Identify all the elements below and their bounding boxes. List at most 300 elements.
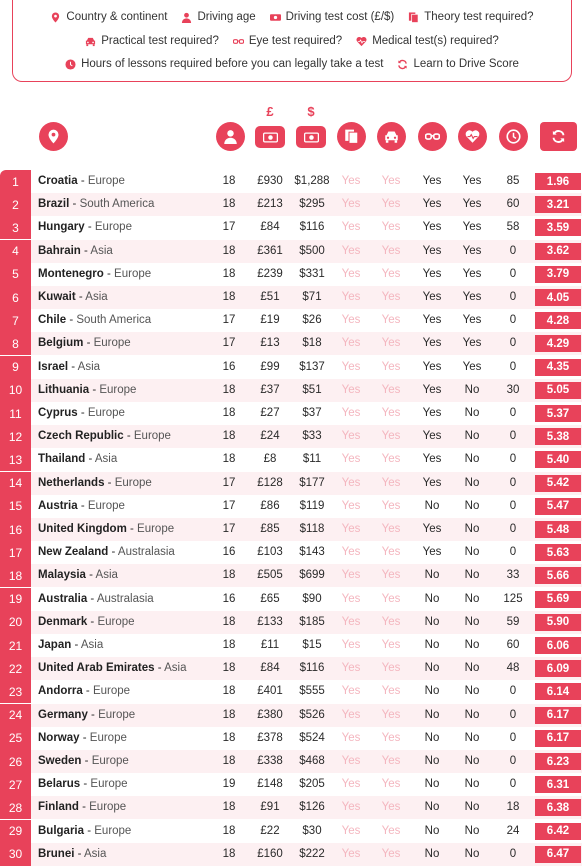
country-name: Sweden [38,755,82,767]
cost-usd-cell: $526 [299,708,325,721]
medical-cell: Yes [462,244,482,257]
eye-cell: Yes [422,523,442,535]
header-theory-icon [337,122,366,151]
score-badge: 6.09 [535,660,581,677]
age-cell: 18 [222,639,236,651]
country-name: Germany [38,708,88,721]
medical-cell: No [464,592,480,605]
theory-cell: Yes [341,755,361,767]
eye-cell: Yes [422,175,442,187]
cost-gbp-cell: £401 [257,685,283,698]
cost-gbp-cell: £361 [257,244,283,257]
eye-cell: Yes [422,291,442,303]
score-badge: 5.38 [535,428,581,445]
rank-cell: 3 [0,216,31,239]
score-badge: 6.06 [535,637,581,654]
country-cell: New Zealand - Australasia [38,546,175,559]
theory-cell: Yes [341,198,361,211]
eye-cell: No [424,755,440,767]
country-cell: Hungary - Europe [38,221,132,234]
medical-cell: Yes [462,314,482,327]
hours-cell: 59 [506,615,520,628]
theory-cell: Yes [341,221,361,234]
hours-cell: 0 [509,499,517,512]
medical-cell: No [464,499,480,512]
practical-cell: Yes [381,291,401,303]
practical-cell: Yes [381,801,401,814]
medical-cell: Yes [462,175,482,187]
legend-practical: Practical test required? [85,35,219,47]
hours-cell: 0 [509,430,517,443]
cost-usd-cell: $500 [299,244,325,257]
table-row [0,704,582,727]
score-badge: 6.31 [535,776,581,793]
legend-age: Driving age [181,11,255,23]
country-name: Hungary [38,221,85,234]
cost-usd-cell: $15 [302,639,322,651]
glasses-icon [425,129,440,144]
rank-cell: 2 [0,193,31,216]
continent-name: Europe [90,778,128,791]
theory-cell: Yes [341,847,361,860]
person-icon [223,129,238,144]
continent-name: Australasia [96,592,154,605]
hours-cell: 0 [509,523,517,535]
practical-cell: Yes [381,453,401,466]
practical-cell: Yes [381,221,401,234]
continent-name: Europe [114,267,152,280]
country-name: Cyprus [38,407,78,419]
hours-cell: 60 [506,198,520,211]
cost-usd-cell: $205 [299,778,325,791]
practical-cell: Yes [381,244,401,257]
table-row [0,216,582,239]
legend-medical: Medical test(s) required? [356,35,499,47]
rank-cell: 8 [0,332,31,355]
country-cell: Czech Republic - Europe [38,430,171,443]
medical-cell: No [464,546,480,559]
clock-icon [506,129,521,144]
theory-cell: Yes [341,824,361,837]
theory-cell: Yes [341,685,361,698]
eye-cell: No [424,708,440,721]
rank-cell: 30 [0,843,31,866]
age-cell: 18 [222,430,236,443]
score-badge: 5.47 [535,498,581,515]
theory-cell: Yes [341,708,361,721]
hours-cell: 0 [509,778,517,791]
continent-name: Asia [85,291,108,303]
continent-name: Europe [94,221,132,234]
cost-gbp-cell: £239 [257,267,283,280]
map-pin-icon [46,129,61,144]
legend-cost: Driving test cost (£/$) [270,11,395,23]
eye-cell: No [424,731,440,744]
practical-cell: Yes [381,615,401,628]
country-name: United Kingdom [38,523,127,535]
medical-cell: No [464,639,480,651]
continent-name: Europe [133,430,171,443]
header-gbp-symbol: £ [266,104,274,119]
cost-usd-cell: $33 [302,430,322,443]
practical-cell: Yes [381,383,401,396]
header-country-icon [39,122,68,151]
country-cell: Thailand - Asia [38,453,118,466]
theory-cell: Yes [341,499,361,512]
country-cell: Bulgaria - Europe [38,824,132,837]
continent-name: Asia [84,847,107,860]
medical-cell: Yes [462,267,482,280]
rank-cell: 12 [0,425,31,448]
score-badge: 5.69 [535,591,581,608]
theory-cell: Yes [341,639,361,651]
hours-cell: 125 [503,592,523,605]
score-badge: 1.96 [535,173,581,190]
age-cell: 18 [222,569,236,582]
rank-cell: 4 [0,240,31,263]
continent-name: Europe [87,175,125,187]
continent-name: Europe [87,499,125,512]
country-name: Israel [38,360,69,373]
score-badge: 4.29 [535,335,581,352]
table-row [0,634,582,657]
header-hours-icon [499,122,528,151]
cost-usd-cell: $222 [299,847,325,860]
theory-cell: Yes [341,337,361,350]
cost-usd-cell: $90 [302,592,322,605]
heart-pulse-icon [465,129,480,144]
score-badge: 5.66 [535,567,581,584]
eye-cell: No [424,824,440,837]
score-badge: 5.05 [535,382,581,399]
age-cell: 18 [222,847,236,860]
continent-name: Asia [94,453,118,466]
continent-name: South America [79,198,155,211]
country-cell: Japan - Asia [38,639,104,651]
cost-usd-cell: $555 [299,685,325,698]
hours-cell: 0 [509,685,517,698]
age-cell: 18 [222,407,236,419]
hours-cell: 33 [506,569,520,582]
banknote-icon [263,130,278,145]
theory-cell: Yes [341,267,361,280]
cost-gbp-cell: £505 [257,569,283,582]
table-row [0,680,582,703]
cost-gbp-cell: £103 [257,546,283,559]
country-cell: Lithuania - Europe [38,383,137,396]
eye-cell: Yes [422,453,442,466]
practical-cell: Yes [381,175,401,187]
country-cell: United Arab Emirates - Asia [38,662,187,675]
legend-hours: Hours of lessons required before you can legally take a test [65,58,383,70]
country-cell: Cyprus - Europe [38,407,125,419]
age-cell: 17 [222,221,236,234]
table-row [0,472,582,495]
theory-cell: Yes [341,291,361,303]
hours-cell: 48 [506,662,520,675]
table-row [0,379,582,402]
age-cell: 18 [222,175,236,187]
practical-cell: Yes [381,267,401,280]
country-name: Thailand [38,453,86,466]
theory-cell: Yes [341,801,361,814]
continent-name: South America [76,314,152,327]
medical-cell: No [464,731,480,744]
score-badge: 5.90 [535,614,581,631]
continent-name: Europe [98,708,136,721]
practical-cell: Yes [381,824,401,837]
practical-cell: Yes [381,360,401,373]
cost-gbp-cell: £133 [257,615,283,628]
header-practical-icon [377,122,406,151]
rank-cell: 11 [0,402,31,425]
rank-cell: 22 [0,657,31,680]
cost-usd-cell: $71 [302,291,322,303]
practical-cell: Yes [381,592,401,605]
table-row [0,170,582,193]
cost-gbp-cell: £84 [260,662,280,675]
cost-usd-cell: $116 [299,662,325,675]
age-cell: 18 [222,267,236,280]
rank-cell: 29 [0,820,31,843]
score-badge: 4.35 [535,359,581,376]
medical-cell: Yes [462,360,482,373]
theory-cell: Yes [341,592,361,605]
table-row [0,193,582,216]
table-row [0,727,582,750]
continent-name: Europe [94,824,132,837]
continent-name: Asia [90,244,113,257]
age-cell: 17 [222,523,236,535]
map-pin-icon [50,12,61,23]
country-cell: Montenegro - Europe [38,267,152,280]
eye-cell: Yes [422,267,442,280]
banknote-icon [270,12,281,23]
practical-cell: Yes [381,476,401,489]
eye-cell: No [424,592,440,605]
cost-gbp-cell: £8 [263,453,277,466]
continent-name: Europe [87,407,125,419]
cost-usd-cell: $126 [299,801,325,814]
score-badge: 5.42 [535,475,581,492]
eye-cell: Yes [422,198,442,211]
hours-cell: 0 [509,453,517,466]
banknote-icon [304,130,319,145]
continent-name: Asia [80,639,104,651]
eye-cell: Yes [422,430,442,443]
score-badge: 6.38 [535,799,581,816]
score-badge: 6.47 [535,846,581,863]
country-name: Belarus [38,778,81,791]
country-cell: United Kingdom - Europe [38,523,175,535]
hours-cell: 0 [509,731,517,744]
cost-gbp-cell: £51 [260,291,280,303]
theory-cell: Yes [341,523,361,535]
country-name: Finland [38,801,79,814]
practical-cell: Yes [381,847,401,860]
country-name: Czech Republic [38,430,124,443]
age-cell: 17 [222,337,236,350]
country-cell: Finland - Europe [38,801,127,814]
score-badge: 5.37 [535,405,581,422]
rank-cell: 18 [0,564,31,587]
theory-cell: Yes [341,662,361,675]
cost-usd-cell: $137 [299,360,325,373]
score-badge: 3.59 [535,219,581,236]
medical-cell: No [464,824,480,837]
table-row [0,240,582,263]
hours-cell: 58 [506,221,520,234]
age-cell: 18 [222,801,236,814]
rank-cell: 26 [0,750,31,773]
country-name: Chile [38,314,67,327]
eye-cell: Yes [422,337,442,350]
eye-cell: No [424,801,440,814]
rank-cell: 19 [0,588,31,611]
country-name: Montenegro [38,267,104,280]
cost-usd-cell: $18 [302,337,322,350]
country-name: Austria [38,499,78,512]
age-cell: 18 [222,708,236,721]
continent-name: Europe [97,615,135,628]
hours-cell: 60 [506,639,520,651]
table-row [0,309,582,332]
refresh-icon [551,129,566,144]
cost-gbp-cell: £930 [257,175,283,187]
table-row [0,773,582,796]
continent-name: Europe [99,383,137,396]
cost-usd-cell: $185 [299,615,325,628]
medical-cell: No [464,430,480,443]
continent-name: Asia [95,569,118,582]
country-cell: Andorra - Europe [38,685,131,698]
medical-cell: Yes [462,291,482,303]
documents-icon [408,12,419,23]
cost-usd-cell: $26 [302,314,322,327]
cost-gbp-cell: £213 [257,198,283,211]
table-row [0,356,582,379]
medical-cell: No [464,801,480,814]
table-row [0,425,582,448]
cost-gbp-cell: £85 [260,523,280,535]
medical-cell: No [464,708,480,721]
continent-name: Asia [164,662,187,675]
country-name: Lithuania [38,383,90,396]
rank-cell: 23 [0,680,31,703]
car-icon [85,36,96,47]
practical-cell: Yes [381,662,401,675]
medical-cell: No [464,755,480,767]
medical-cell: No [464,662,480,675]
cost-usd-cell: $119 [299,499,325,512]
practical-cell: Yes [381,198,401,211]
cost-gbp-cell: £24 [260,430,280,443]
cost-gbp-cell: £338 [257,755,283,767]
hours-cell: 0 [509,314,517,327]
table-row [0,495,582,518]
hours-cell: 0 [509,291,517,303]
age-cell: 18 [222,731,236,744]
eye-cell: Yes [422,221,442,234]
continent-name: Europe [91,755,129,767]
score-badge: 6.23 [535,753,581,770]
country-cell: Chile - South America [38,314,152,327]
cost-gbp-cell: £91 [260,801,280,814]
rank-cell: 17 [0,541,31,564]
practical-cell: Yes [381,546,401,559]
rank-cell: 20 [0,611,31,634]
table-row [0,286,582,309]
medical-cell: No [464,453,480,466]
cost-gbp-cell: £148 [257,778,283,791]
medical-cell: Yes [462,198,482,211]
rank-cell: 14 [0,472,31,495]
theory-cell: Yes [341,360,361,373]
table-row [0,750,582,773]
hours-cell: 0 [509,755,517,767]
country-cell: Germany - Europe [38,708,136,721]
rank-cell: 6 [0,286,31,309]
cost-gbp-cell: £84 [260,221,280,234]
cost-gbp-cell: £11 [260,639,280,651]
legend-score: Learn to Drive Score [397,58,518,70]
documents-icon [344,129,359,144]
rank-cell: 9 [0,356,31,379]
hours-cell: 0 [509,546,517,559]
country-name: Belgium [38,337,84,350]
country-cell: Brunei - Asia [38,847,107,860]
country-cell: Sweden - Europe [38,755,129,767]
cost-usd-cell: $699 [299,569,325,582]
country-name: Denmark [38,615,88,628]
cost-usd-cell: $37 [302,407,322,419]
age-cell: 18 [222,755,236,767]
continent-name: Australasia [117,546,175,559]
cost-gbp-cell: £37 [260,383,280,396]
score-badge: 5.63 [535,544,581,561]
country-name: Norway [38,731,80,744]
medical-cell: Yes [462,337,482,350]
country-name: Bahrain [38,244,81,257]
theory-cell: Yes [341,430,361,443]
age-cell: 18 [222,291,236,303]
country-name: Australia [38,592,88,605]
practical-cell: Yes [381,430,401,443]
cost-gbp-cell: £99 [260,360,280,373]
cost-usd-cell: $116 [299,221,325,234]
country-name: Japan [38,639,72,651]
country-name: United Arab Emirates [38,662,155,675]
medical-cell: No [464,778,480,791]
hours-cell: 30 [506,383,520,396]
practical-cell: Yes [381,731,401,744]
country-name: Brazil [38,198,70,211]
age-cell: 16 [222,360,236,373]
hours-cell: 85 [506,175,520,187]
hours-cell: 24 [506,824,520,837]
eye-cell: No [424,569,440,582]
cost-usd-cell: $331 [299,267,325,280]
country-cell: Australia - Australasia [38,592,154,605]
cost-gbp-cell: £27 [260,407,280,419]
cost-gbp-cell: £65 [260,592,280,605]
rank-cell: 27 [0,773,31,796]
eye-cell: Yes [422,244,442,257]
table-row [0,820,582,843]
legend-eye: Eye test required? [233,35,342,47]
person-icon [181,12,192,23]
medical-cell: No [464,476,480,489]
